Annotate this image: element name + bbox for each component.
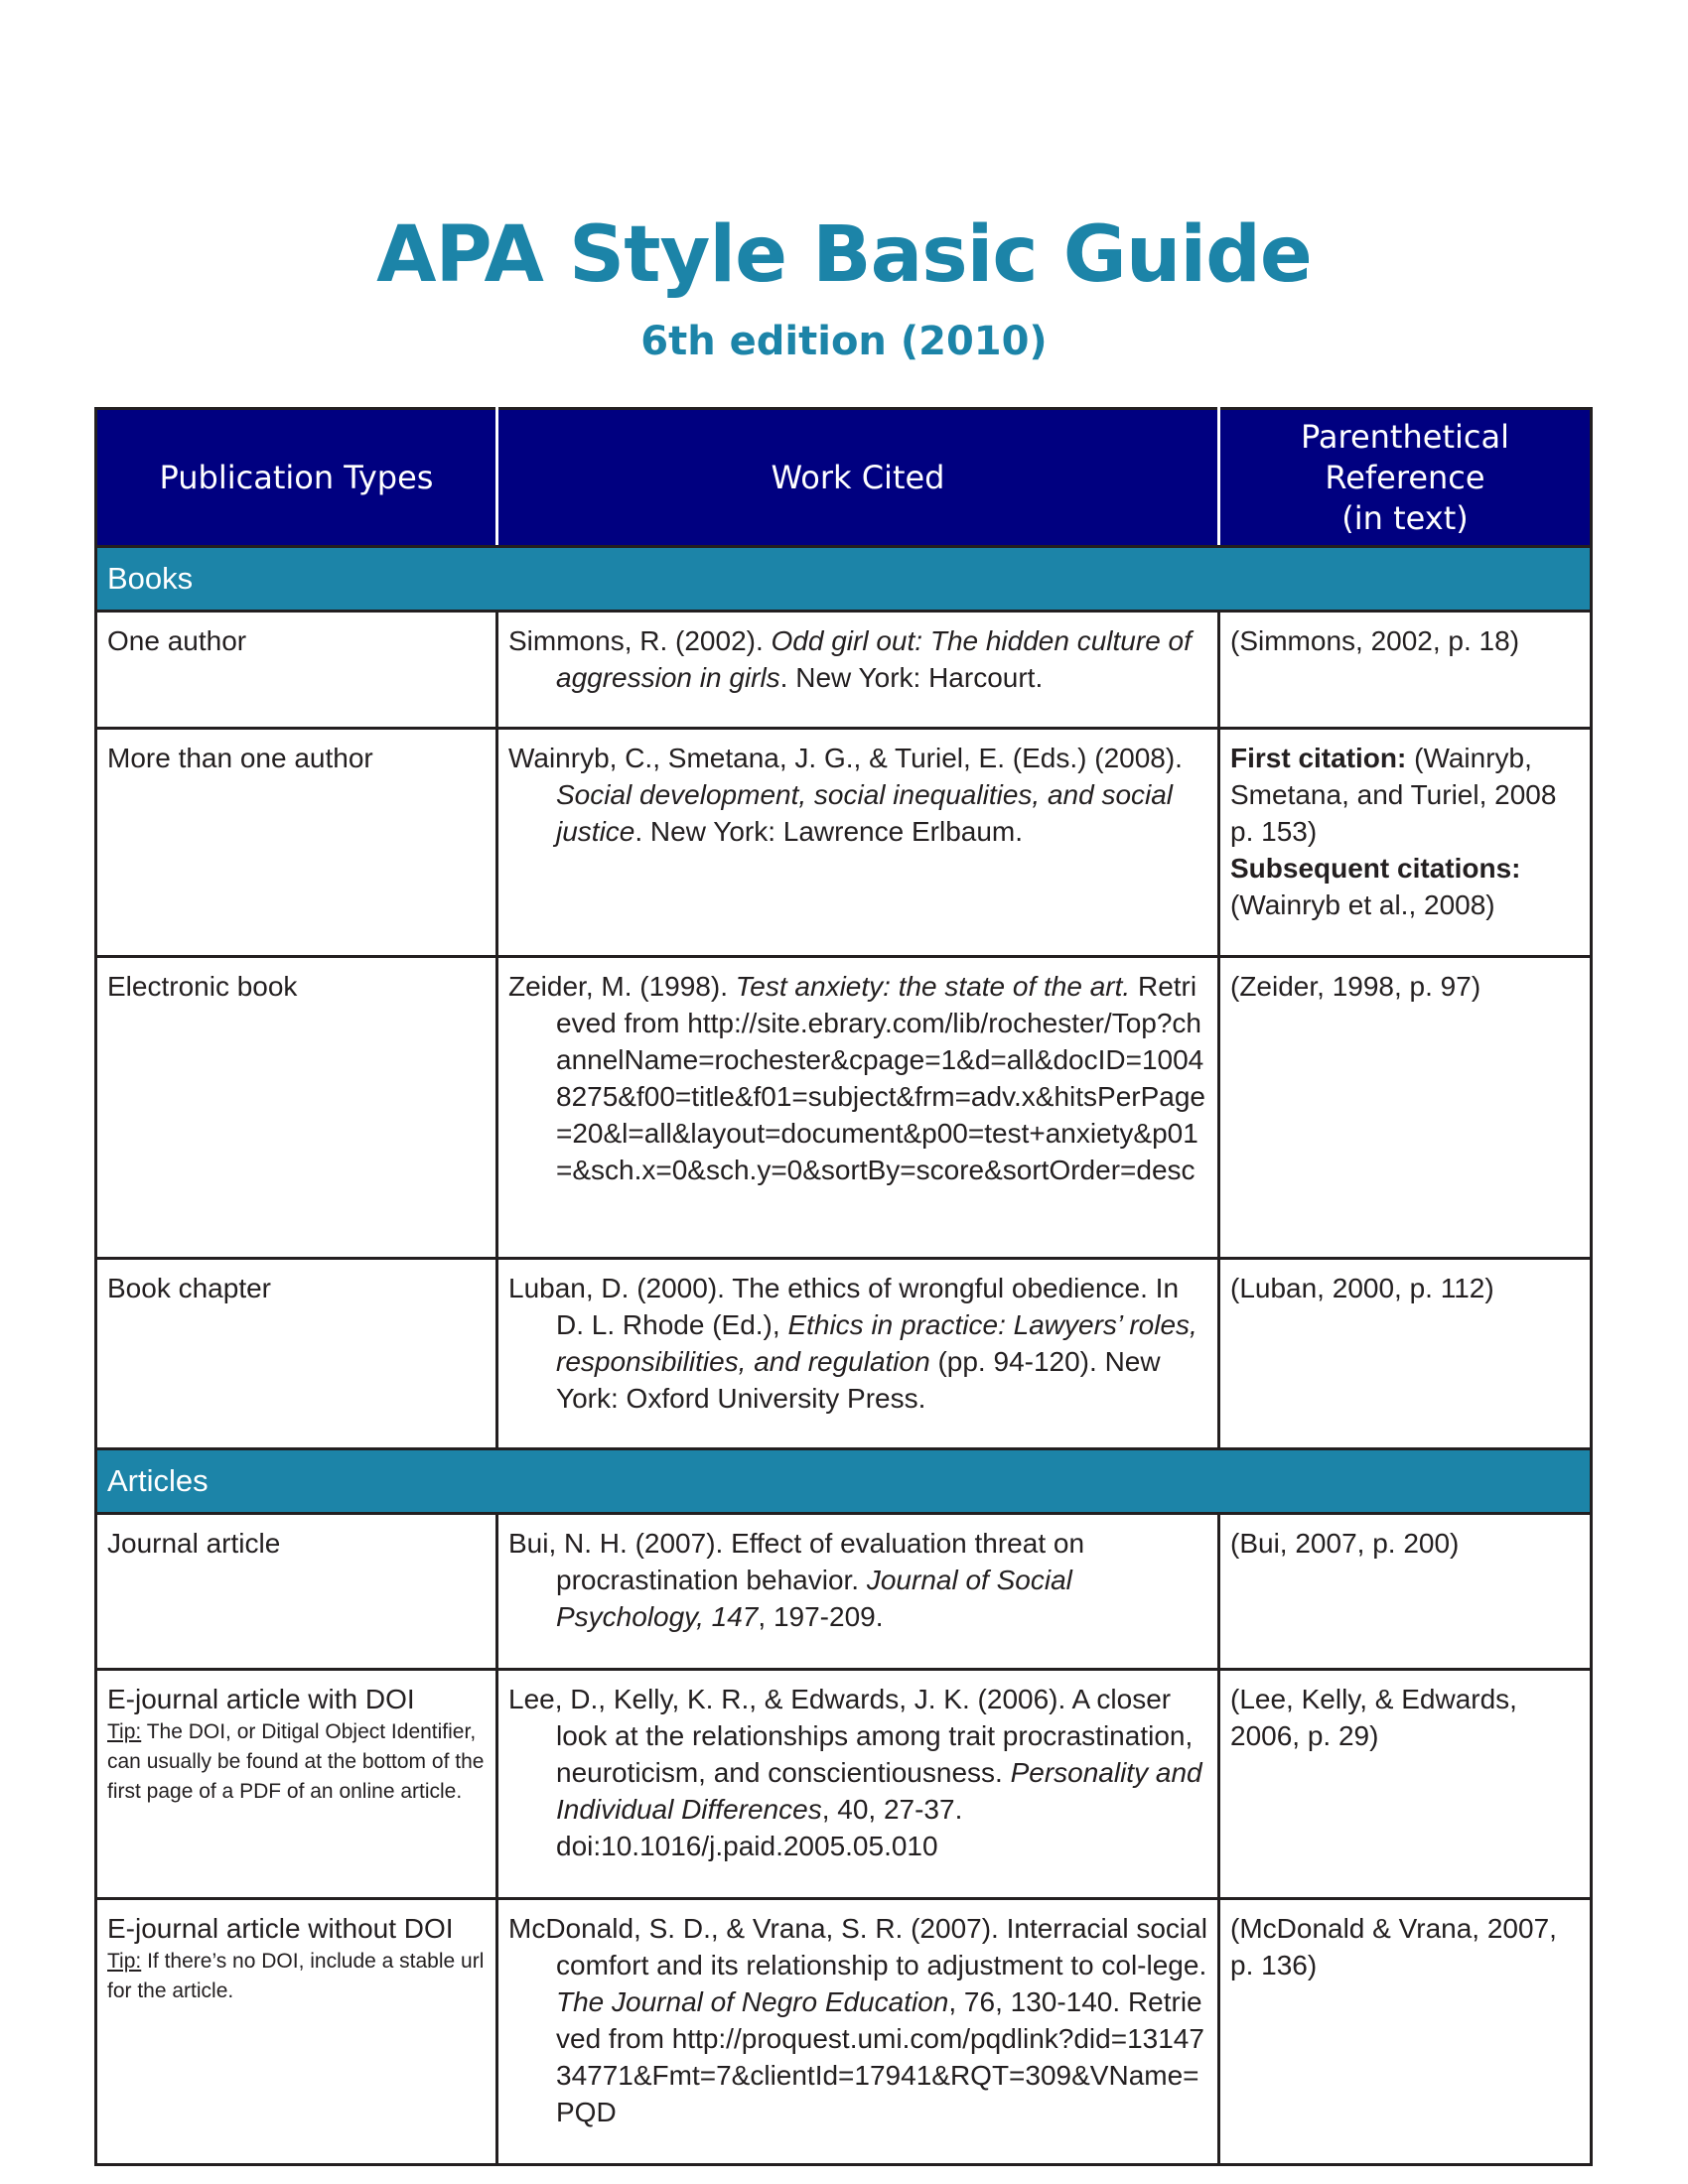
publication-type: Electronic book <box>96 957 497 1259</box>
page-subtitle: 6th edition (2010) <box>640 319 1048 364</box>
parenthetical-reference: (McDonald & Vrana, 2007, p. 136) <box>1219 1899 1592 2165</box>
parenthetical-reference: (Lee, Kelly, & Edwards, 2006, p. 29) <box>1219 1670 1592 1899</box>
section-articles <box>96 1449 1592 1514</box>
tip-note: Tip: If there’s no DOI, include a stable url for the article. <box>107 1950 485 2002</box>
work-cited: McDonald, S. D., & Vrana, S. R. (2007). Interracial social comfort and its relationship to adjustment to col-lege. The Journal of Negro Education, 76, 130-140. Retrieved from http://proquest.umi.com/pqdlink?did=1314734771&Fmt=7&clientId=17941&RQT=309&VName=PQD <box>497 1899 1219 2165</box>
header-work-cited: Work Cited <box>497 409 1219 547</box>
table-row <box>96 1259 1592 1449</box>
section-books <box>96 547 1592 612</box>
table-row <box>96 1899 1592 2165</box>
tip-note: Tip: The DOI, or Ditigal Object Identifier, can usually be found at the bottom of the first page of a PDF of an online article. <box>107 1720 485 1803</box>
publication-type: E-journal article without DOI Tip: If there’s no DOI, include a stable url for the article. <box>96 1899 497 2165</box>
work-cited: Bui, N. H. (2007). Effect of evaluation threat on procrastination behavior. Journal of Social Psychology, 147, 197-209. <box>497 1514 1219 1670</box>
parenthetical-reference: (Simmons, 2002, p. 18) <box>1219 612 1592 729</box>
apa-guide-table <box>94 407 1593 2166</box>
header-publication-types: Publication Types <box>96 409 497 547</box>
table-row <box>96 1514 1592 1670</box>
parenthetical-reference: First citation: (Wainryb, Smetana, and Turiel, 2008 p. 153) Subsequent citations: (Wainryb et al., 2008) <box>1219 729 1592 957</box>
table-row <box>96 957 1592 1259</box>
publication-type: Journal article <box>96 1514 497 1670</box>
table-row <box>96 729 1592 957</box>
work-cited: Zeider, M. (1998). Test anxiety: the state of the art. Retrieved from http://site.ebrary.com/lib/rochester/Top?channelName=rochester&cpage=1&d=all&docID=10048275&f00=title&f01=subject&frm=adv.x&hitsPerPage=20&l=all&layout=document&p00=test+anxiety&p01=&sch.x=0&sch.y=0&sortBy=score&sortOrder=desc <box>497 957 1219 1259</box>
parenthetical-reference: (Zeider, 1998, p. 97) <box>1219 957 1592 1259</box>
table-row <box>96 612 1592 729</box>
publication-type: More than one author <box>96 729 497 957</box>
publication-type: Book chapter <box>96 1259 497 1449</box>
publication-type: E-journal article with DOI Tip: The DOI, or Ditigal Object Identifier, can usually be found at the bottom of the first page of a PDF of an online article. <box>96 1670 497 1899</box>
work-cited: Simmons, R. (2002). Odd girl out: The hidden culture of aggression in girls. New York: Harcourt. <box>497 612 1219 729</box>
section-label: Articles <box>96 1449 1592 1514</box>
page-title: APA Style Basic Guide <box>376 210 1312 300</box>
parenthetical-reference: (Luban, 2000, p. 112) <box>1219 1259 1592 1449</box>
header-parenthetical-reference: Parenthetical Reference (in text) <box>1219 409 1592 547</box>
section-label: Books <box>96 547 1592 612</box>
table-header-row <box>96 409 1592 547</box>
parenthetical-reference: (Bui, 2007, p. 200) <box>1219 1514 1592 1670</box>
publication-type: One author <box>96 612 497 729</box>
table-row <box>96 1670 1592 1899</box>
work-cited: Luban, D. (2000). The ethics of wrongful obedience. In D. L. Rhode (Ed.), Ethics in practice: Lawyers’ roles, responsibilities, and regulation (pp. 94-120). New York: Oxford University Press. <box>497 1259 1219 1449</box>
work-cited: Lee, D., Kelly, K. R., & Edwards, J. K. (2006). A closer look at the relationships among trait procrastination, neuroticism, and conscientiousness. Personality and Individual Differences, 40, 27-37. doi:10.1016/j.paid.2005.05.010 <box>497 1670 1219 1899</box>
work-cited: Wainryb, C., Smetana, J. G., & Turiel, E. (Eds.) (2008). Social development, social inequalities, and social justice. New York: Lawrence Erlbaum. <box>497 729 1219 957</box>
